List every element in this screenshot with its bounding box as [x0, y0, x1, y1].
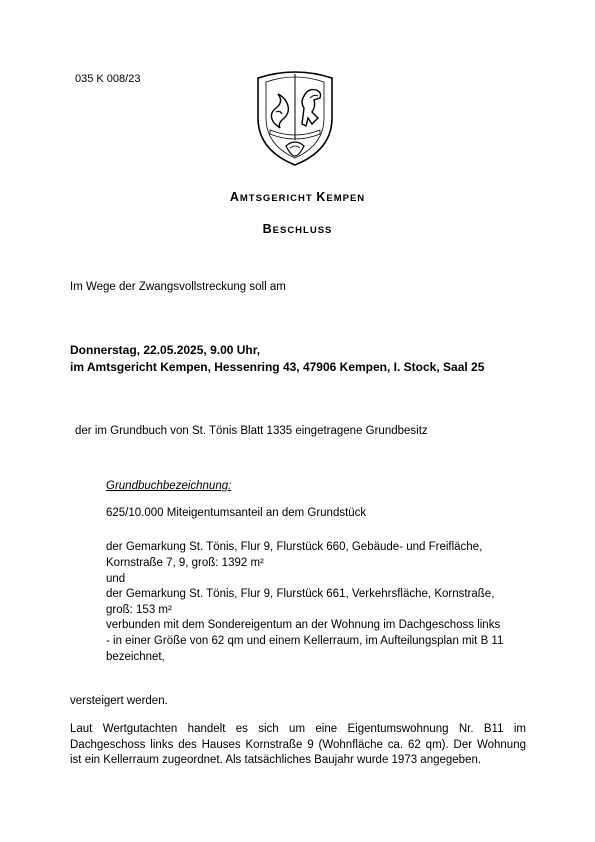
case-number: 035 K 008/23 [75, 73, 141, 85]
auction-statement: versteigert werden. [70, 695, 168, 707]
special-ownership-text: verbunden mit dem Sondereigentum an der Wohnung im Dachgeschoss links [106, 619, 501, 631]
coat-of-arms-logo [252, 68, 338, 168]
appraisal-line: ist ein Kellerraum zugeordnet. Als tatsächliches Baujahr wurde 1973 angegeben. [70, 754, 482, 766]
conjunction-text: und [106, 573, 126, 585]
land-register-heading: Grundbuchbezeichnung: [106, 480, 232, 492]
decision-heading: BESCHLUSS [262, 222, 333, 236]
appraisal-line: Laut Wertgutachten handelt es sich um eine Eigentumswohnung Nr. B11 im [70, 723, 526, 735]
auction-location: im Amtsgericht Kempen, Hessenring 43, 47906 Kempen, I. Stock, Saal 25 [70, 360, 485, 374]
intro-text: Im Wege der Zwangsvollstreckung soll am [70, 281, 286, 293]
appraisal-line: Dachgeschoss links des Hauses Kornstraße 9 (Wohnfläche ca. 62 qm). Der Wohnung [70, 738, 526, 751]
parcel-description: der Gemarkung St. Tönis, Flur 9, Flurstück 660, Gebäude- und Freifläche, [106, 541, 483, 553]
co-ownership-share: 625/10.000 Miteigentumsanteil an dem Grundstück [106, 507, 367, 519]
appraisal-paragraph [70, 722, 526, 769]
special-ownership-text: - in einer Größe von 62 qm und einem Kellerraum, im Aufteilungsplan mit B 11 [106, 635, 504, 647]
parcel-description: der Gemarkung St. Tönis, Flur 9, Flurstück 661, Verkehrsfläche, Kornstraße, [106, 588, 495, 600]
parcel-description: Kornstraße 7, 9, groß: 1392 m² [106, 557, 264, 569]
court-name-heading: AMTSGERICHT KEMPEN [229, 190, 366, 204]
land-register-text: der im Grundbuch von St. Tönis Blatt 1335 eingetragene Grundbesitz [75, 425, 428, 437]
auction-date: Donnerstag, 22.05.2025, 9.00 Uhr, [70, 343, 261, 357]
parcel-description: groß: 153 m² [106, 604, 172, 616]
special-ownership-text: bezeichnet, [106, 651, 165, 663]
